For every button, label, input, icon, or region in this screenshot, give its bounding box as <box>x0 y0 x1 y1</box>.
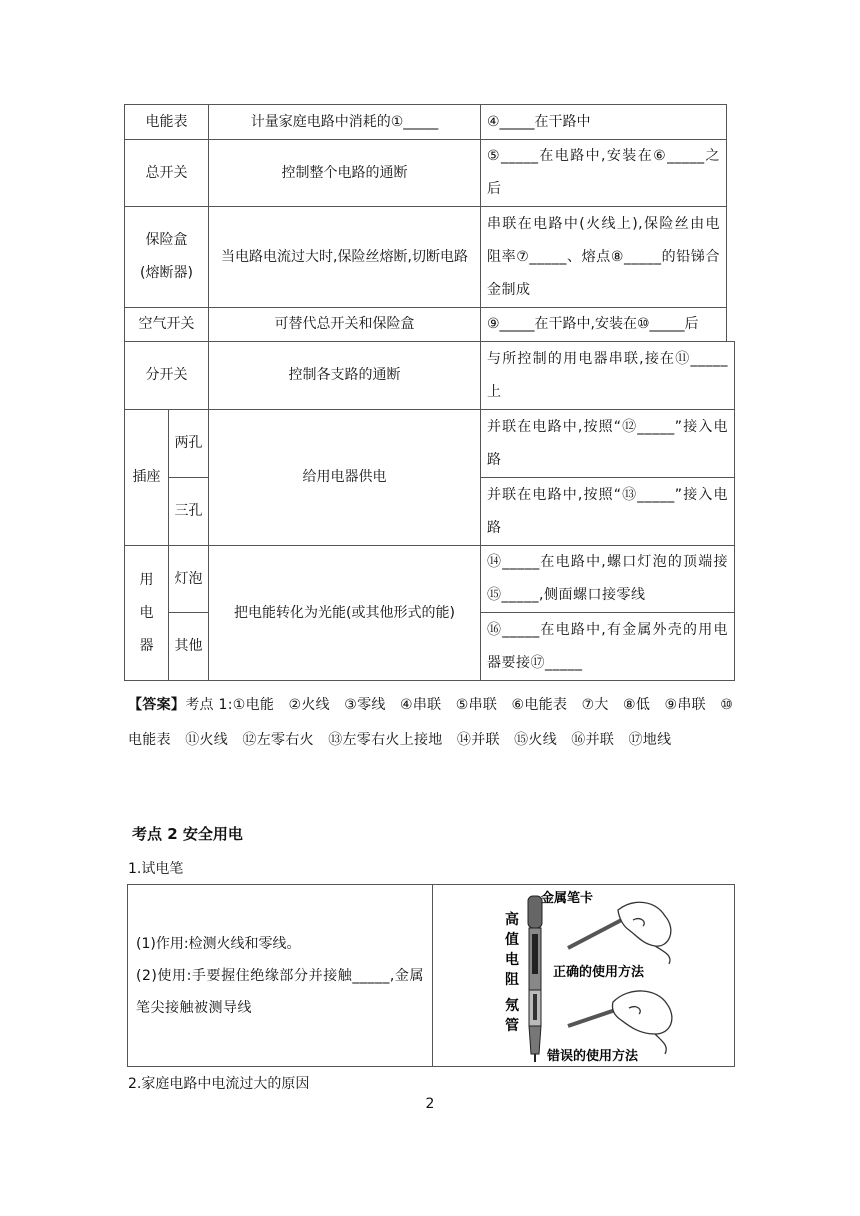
label-card: 金属笔卡 <box>541 890 594 906</box>
cell-subname: 其他 <box>169 613 209 681</box>
pen-use-1: (1)作用:检测火线和零线。 <box>136 935 301 952</box>
cell-name: 插座 <box>125 410 169 546</box>
name-char: 用 <box>139 571 154 588</box>
cell-name: 总开关 <box>125 140 209 207</box>
label-correct: 正确的使用方法 <box>553 964 645 980</box>
page-number: 2 <box>425 1096 435 1112</box>
label-resistor-char: 阻 <box>505 971 519 988</box>
cell-connection: ⑯_____在电路中,有金属外壳的用电器要接⑰_____ <box>481 613 735 681</box>
answer-text: 考点 1:①电能 ②火线 ③零线 ④串联 ⑤串联 ⑥电能表 ⑦大 ⑧低 ⑨串联 ⑩电能表 ⑪火线 ⑫左零右火 ⑬左零右火上接地 ⑭并联 ⑮火线 ⑯并联 ⑰地线 <box>128 697 734 748</box>
label-resistor-char: 电 <box>505 951 519 968</box>
cell-name: 分开关 <box>125 342 209 410</box>
cell-connection: ⑤_____在电路中,安装在⑥_____之后 <box>481 140 727 207</box>
name-line2: (熔断器) <box>140 265 193 281</box>
item-title: 2.家庭电路中电流过大的原因 <box>128 1076 310 1092</box>
test-pen-illustration <box>433 886 733 1066</box>
cell-function: 控制整个电路的通断 <box>209 140 481 207</box>
cell-connection: 并联在电路中,按照“⑬_____”接入电路 <box>481 478 735 546</box>
cell-name <box>125 546 169 681</box>
cell-function: 把电能转化为光能(或其他形式的能) <box>209 546 481 681</box>
name-line1: 保险盒 <box>145 232 188 248</box>
cell-function: 当电路电流过大时,保险丝熔断,切断电路 <box>209 207 481 308</box>
cell-function: 可替代总开关和保险盒 <box>209 308 481 342</box>
cell-function: 计量家庭电路中消耗的①_____ <box>209 105 481 140</box>
hand-correct <box>568 902 671 964</box>
device-table-2 <box>124 341 735 681</box>
cell-name <box>125 207 209 308</box>
cell-connection: 与所控制的用电器串联,接在⑪_____上 <box>481 342 735 410</box>
cell-subname: 两孔 <box>169 410 209 478</box>
cell-name: 电能表 <box>125 105 209 140</box>
label-neon-char: 氖 <box>505 997 519 1014</box>
pen-use-2: (2)使用:手要握住绝缘部分并接触_____,金属笔尖接触被测导线 <box>136 967 424 1016</box>
cell-connection: ④_____在干路中 <box>481 105 727 140</box>
name-char: 电 <box>139 604 154 621</box>
cell-subname: 灯泡 <box>169 546 209 613</box>
label-wrong: 错误的使用方法 <box>547 1048 639 1064</box>
answer-label: 【答案】 <box>128 697 186 713</box>
cell-function: 控制各支路的通断 <box>209 342 481 410</box>
cell-connection: 串联在电路中(火线上),保险丝由电阻率⑦_____、熔点⑧_____的铅锑合金制成 <box>481 207 727 308</box>
pen-body <box>528 896 542 1062</box>
section-title: 考点 2 安全用电 <box>132 825 243 843</box>
cell-connection: 并联在电路中,按照“⑫_____”接入电路 <box>481 410 735 478</box>
hand-wrong <box>568 990 672 1053</box>
test-pen-table <box>127 884 735 1067</box>
label-resistor-char: 高 <box>505 911 519 928</box>
cell-connection: ⑭_____在电路中,螺口灯泡的顶端接⑮_____,侧面螺口接零线 <box>481 546 735 613</box>
cell-function: 给用电器供电 <box>209 410 481 546</box>
device-table-1 <box>124 104 727 342</box>
item-title: 1.试电笔 <box>128 861 184 877</box>
pen-figure-cell <box>433 885 735 1067</box>
pen-usage-cell <box>128 885 433 1067</box>
cell-connection: ⑨_____在干路中,安装在⑩_____后 <box>481 308 727 342</box>
name-char: 器 <box>139 637 154 654</box>
cell-name: 空气开关 <box>125 308 209 342</box>
label-neon-char: 管 <box>505 1017 519 1034</box>
label-resistor-char: 值 <box>505 931 519 948</box>
cell-subname: 三孔 <box>169 478 209 546</box>
answer-paragraph <box>128 688 736 758</box>
